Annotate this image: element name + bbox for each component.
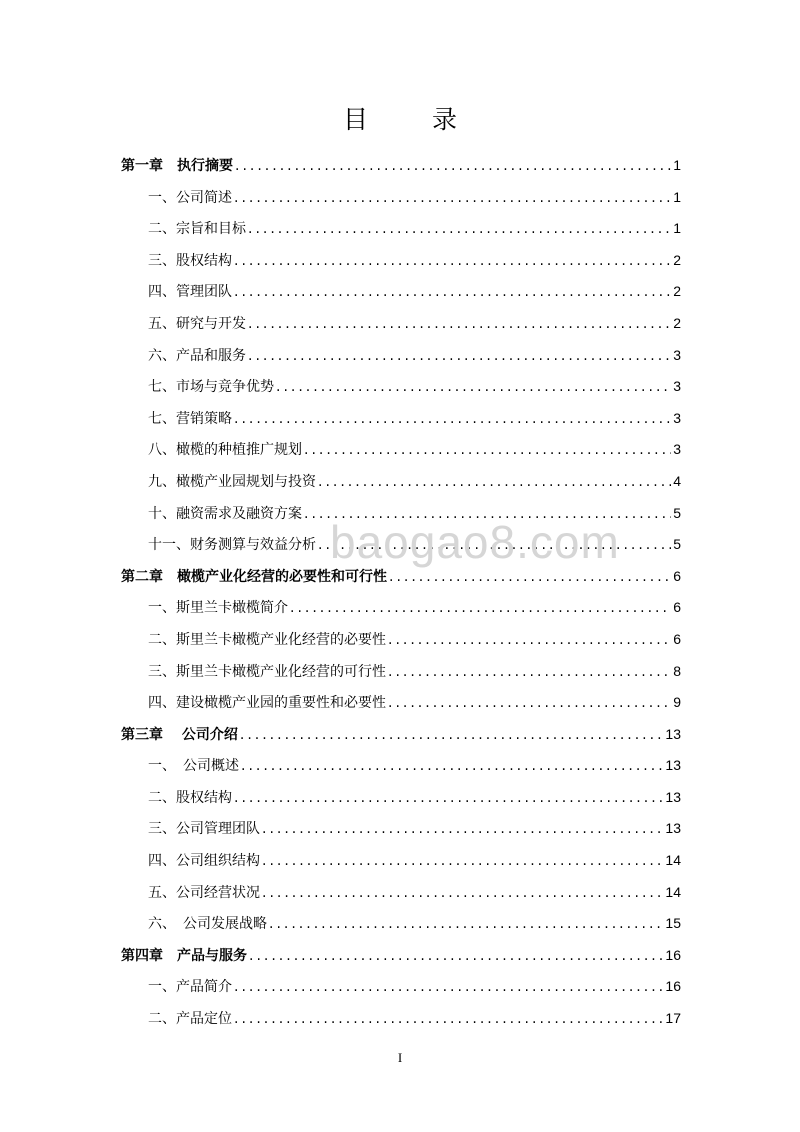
toc-section-entry[interactable] xyxy=(121,624,681,656)
toc-entry-page-number: 6 xyxy=(673,567,681,584)
toc-entry-label: 七、市场与竞争优势 xyxy=(148,379,274,396)
toc-entry-label: 四、建设橄榄产业园的重要性和必要性 xyxy=(148,695,386,712)
dot-leader xyxy=(248,214,671,246)
toc-entry-label: 十、融资需求及融资方案 xyxy=(148,505,302,522)
page-title: 目 录 xyxy=(343,105,485,134)
dot-leader xyxy=(234,783,663,815)
toc-section-entry[interactable] xyxy=(121,813,681,845)
toc-section-entry[interactable] xyxy=(121,213,681,245)
toc-chapter-entry[interactable] xyxy=(121,940,681,972)
toc-entry-label: 第四章 产品与服务 xyxy=(121,947,247,964)
toc-section-entry[interactable] xyxy=(121,845,681,877)
toc-entry-label: 第一章 执行摘要 xyxy=(121,158,233,174)
toc-entry-page-number: 1 xyxy=(673,188,681,205)
toc-entry-page-number: 4 xyxy=(673,472,681,489)
toc-entry-label: 五、研究与开发 xyxy=(148,315,246,332)
dot-leader xyxy=(318,467,671,499)
toc-entry-label: 六、产品和服务 xyxy=(148,347,246,364)
dot-leader xyxy=(389,562,671,594)
dot-leader xyxy=(269,909,663,941)
toc-entry-page-number: 9 xyxy=(673,694,681,711)
toc-chapter-entry[interactable] xyxy=(121,719,681,751)
dot-leader xyxy=(234,183,671,215)
toc-entry-page-number: 13 xyxy=(665,820,681,837)
dot-leader xyxy=(248,309,671,341)
toc-entry-label: 九、橄榄产业园规划与投资 xyxy=(148,473,316,490)
toc-entry-page-number: 5 xyxy=(673,536,681,553)
toc-entry-label: 第二章 橄榄产业化经营的必要性和可行性 xyxy=(121,568,387,585)
toc-entry-label: 一、 公司概述 xyxy=(148,758,239,775)
toc-entry-page-number: 2 xyxy=(673,283,681,300)
toc-entry-page-number: 14 xyxy=(665,883,681,900)
dot-leader xyxy=(262,878,663,910)
dot-leader xyxy=(388,625,671,657)
toc-entry-label: 三、斯里兰卡橄榄产业化经营的可行性 xyxy=(148,663,386,680)
toc-section-entry[interactable] xyxy=(121,877,681,909)
toc-section-entry[interactable] xyxy=(121,308,681,340)
dot-leader xyxy=(262,846,663,878)
toc-entry-page-number: 2 xyxy=(673,251,681,268)
dot-leader xyxy=(241,751,663,783)
toc-entry-label: 一、产品简介 xyxy=(148,979,232,996)
dot-leader xyxy=(290,593,671,625)
toc-entry-label: 十一、财务测算与效益分析 xyxy=(148,537,316,554)
toc-entry-label: 一、公司简述 xyxy=(148,189,232,206)
dot-leader xyxy=(318,530,671,562)
toc-section-entry[interactable] xyxy=(121,434,681,466)
dot-leader xyxy=(234,246,671,278)
toc-chapter-entry[interactable] xyxy=(121,150,681,182)
toc-entry-label: 一、斯里兰卡橄榄简介 xyxy=(148,600,288,617)
toc-section-entry[interactable] xyxy=(121,592,681,624)
toc-entry-label: 六、 公司发展战略 xyxy=(148,916,267,933)
dot-leader xyxy=(262,814,663,846)
toc-section-entry[interactable] xyxy=(121,276,681,308)
toc-entry-page-number: 13 xyxy=(665,725,681,742)
watermark: baogao8.com xyxy=(330,516,620,568)
toc-section-entry[interactable] xyxy=(121,908,681,940)
dot-leader xyxy=(249,941,663,973)
toc-entry-label: 二、宗旨和目标 xyxy=(148,221,246,238)
toc-entry-label: 四、公司组织结构 xyxy=(148,853,260,870)
toc-section-entry[interactable] xyxy=(121,971,681,1003)
dot-leader xyxy=(388,688,671,720)
toc-entry-page-number: 13 xyxy=(665,757,681,774)
dot-leader xyxy=(234,404,671,436)
dot-leader xyxy=(234,1004,663,1036)
toc-entry-page-number: 16 xyxy=(665,946,681,963)
toc-section-entry[interactable] xyxy=(121,782,681,814)
toc-entry-page-number: 6 xyxy=(673,630,681,647)
page-number: I xyxy=(397,1050,403,1065)
toc-chapter-entry[interactable] xyxy=(121,561,681,593)
toc-section-entry[interactable] xyxy=(121,529,681,561)
dot-leader xyxy=(276,372,671,404)
toc-section-entry[interactable] xyxy=(121,245,681,277)
toc-entry-page-number: 15 xyxy=(665,915,681,932)
toc-entry-page-number: 14 xyxy=(665,852,681,869)
toc-entry-page-number: 17 xyxy=(665,1010,681,1027)
toc-section-entry[interactable] xyxy=(121,656,681,688)
toc-entry-label: 五、公司经营状况 xyxy=(148,884,260,901)
toc-section-entry[interactable] xyxy=(121,466,681,498)
toc-entry-label: 二、产品定位 xyxy=(148,1011,232,1028)
toc-entry-label: 三、公司管理团队 xyxy=(148,821,260,838)
dot-leader xyxy=(304,435,671,467)
dot-leader xyxy=(240,720,664,752)
toc-entry-page-number: 3 xyxy=(673,378,681,395)
toc-entry-page-number: 16 xyxy=(665,978,681,995)
toc-entry-label: 三、股权结构 xyxy=(148,252,232,269)
toc-section-entry[interactable] xyxy=(121,403,681,435)
toc-section-entry[interactable] xyxy=(121,750,681,782)
toc-entry-label: 二、斯里兰卡橄榄产业化经营的必要性 xyxy=(148,631,386,648)
toc-entry-page-number: 1 xyxy=(673,220,681,237)
toc-section-entry[interactable] xyxy=(121,498,681,530)
toc-section-entry[interactable] xyxy=(121,371,681,403)
toc-entry-label: 二、股权结构 xyxy=(148,789,232,806)
dot-leader xyxy=(248,341,671,373)
dot-leader xyxy=(304,499,671,531)
toc-entry-page-number: 13 xyxy=(665,788,681,805)
toc-section-entry[interactable] xyxy=(121,340,681,372)
toc-entry-page-number: 5 xyxy=(673,504,681,521)
toc-entry-label: 七、营销策略 xyxy=(148,410,232,427)
toc-entry-page-number: 6 xyxy=(673,599,681,616)
dot-leader xyxy=(234,277,671,309)
dot-leader xyxy=(388,657,671,689)
toc-entry-page-number: 3 xyxy=(673,441,681,458)
dot-leader xyxy=(234,972,663,1004)
toc-entry-page-number: 1 xyxy=(673,157,681,173)
toc-entry-label: 第三章 公司介绍 xyxy=(121,726,238,743)
toc-section-entry[interactable] xyxy=(121,1003,681,1035)
toc-entry-page-number: 3 xyxy=(673,346,681,363)
toc-entry-page-number: 8 xyxy=(673,662,681,679)
toc-entry-label: 四、管理团队 xyxy=(148,284,232,301)
toc-entry-label: 八、橄榄的种植推广规划 xyxy=(148,442,302,459)
toc-section-entry[interactable] xyxy=(121,182,681,214)
dot-leader xyxy=(235,151,671,183)
table-of-contents xyxy=(121,150,681,1035)
toc-entry-page-number: 3 xyxy=(673,409,681,426)
toc-entry-page-number: 2 xyxy=(673,314,681,331)
toc-section-entry[interactable] xyxy=(121,687,681,719)
